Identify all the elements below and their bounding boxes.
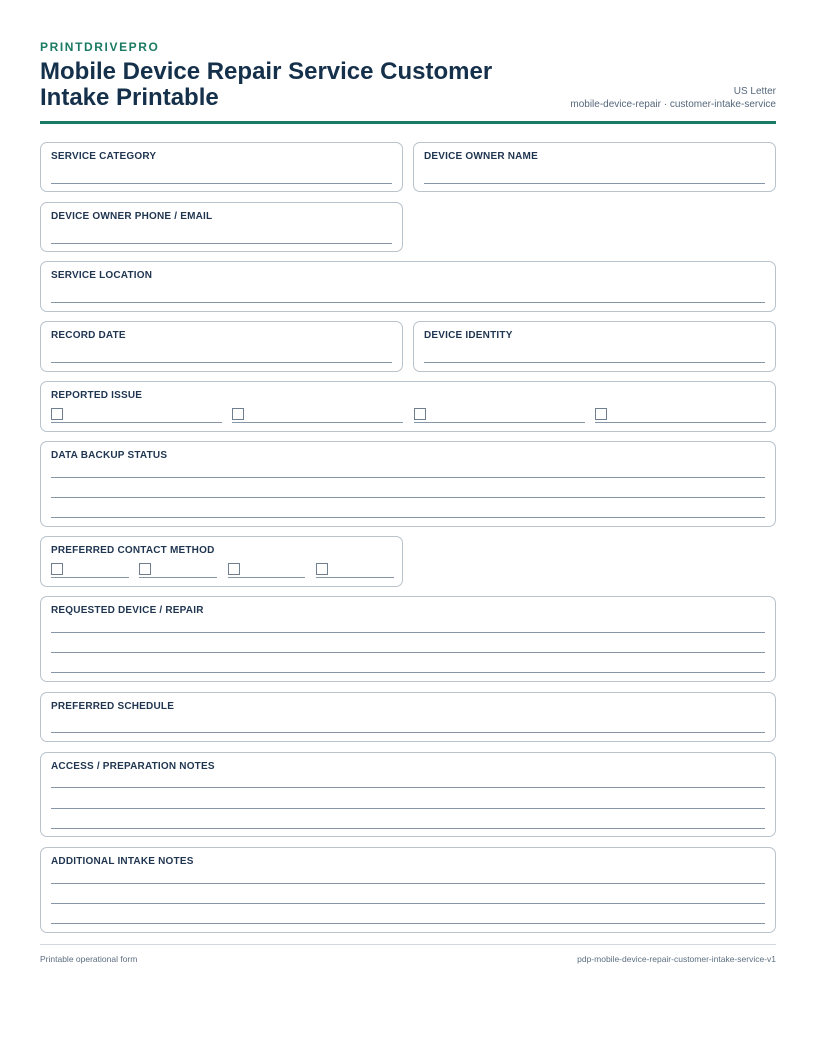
write-line[interactable] — [51, 652, 765, 653]
brand-name: PRINTDRIVEPRO — [40, 40, 160, 54]
field-label: REPORTED ISSUE — [51, 390, 143, 401]
checkbox[interactable] — [51, 408, 63, 420]
field-additional-intake-notes — [40, 847, 776, 933]
field-label: SERVICE LOCATION — [51, 270, 153, 281]
field-label: PREFERRED CONTACT METHOD — [51, 545, 215, 556]
header-rule — [40, 121, 776, 124]
write-line[interactable] — [51, 732, 765, 733]
field-preferred-schedule — [40, 692, 776, 742]
field-label: PREFERRED SCHEDULE — [51, 701, 175, 712]
field-label: ADDITIONAL INTAKE NOTES — [51, 856, 194, 867]
footer-rule — [40, 944, 776, 945]
checkbox[interactable] — [414, 408, 426, 420]
field-label: DEVICE IDENTITY — [424, 330, 513, 341]
write-line[interactable] — [51, 903, 765, 904]
field-label: DEVICE OWNER NAME — [424, 151, 538, 162]
field-preferred-contact-method — [40, 536, 403, 587]
issue-option[interactable] — [51, 407, 222, 423]
checkbox[interactable] — [228, 563, 240, 575]
write-line[interactable] — [424, 362, 765, 363]
write-line[interactable] — [51, 787, 765, 788]
field-label: DATA BACKUP STATUS — [51, 450, 168, 461]
contact-option[interactable] — [51, 562, 129, 578]
field-label: RECORD DATE — [51, 330, 126, 341]
issue-option[interactable] — [414, 407, 585, 423]
field-record-date — [40, 321, 403, 372]
write-line[interactable] — [51, 632, 765, 633]
field-device-owner-contact — [40, 202, 403, 252]
write-line — [51, 577, 129, 578]
footer-left: Printable operational form — [40, 954, 138, 964]
field-access-preparation-notes — [40, 752, 776, 837]
write-line[interactable] — [51, 497, 765, 498]
footer-form-id: pdp-mobile-device-repair-customer-intake-service-v1 — [577, 954, 776, 964]
field-service-category — [40, 142, 403, 192]
form-slug: mobile-device-repair · customer-intake-service — [570, 99, 776, 110]
field-service-location — [40, 261, 776, 312]
write-line — [228, 577, 305, 578]
write-line[interactable] — [51, 243, 392, 244]
field-device-identity — [413, 321, 776, 372]
write-line — [595, 422, 766, 423]
field-label: ACCESS / PREPARATION NOTES — [51, 761, 215, 772]
field-requested-device-repair — [40, 596, 776, 682]
write-line — [316, 577, 394, 578]
write-line[interactable] — [51, 923, 765, 924]
form-meta — [570, 85, 776, 111]
contact-option[interactable] — [316, 562, 394, 578]
write-line — [139, 577, 217, 578]
checkbox[interactable] — [51, 563, 63, 575]
page-title: Mobile Device Repair Service Customer Intake Printable — [40, 58, 493, 111]
write-line[interactable] — [51, 672, 765, 673]
contact-option[interactable] — [139, 562, 217, 578]
write-line[interactable] — [51, 477, 765, 478]
field-label: DEVICE OWNER PHONE / EMAIL — [51, 211, 213, 222]
write-line — [414, 422, 585, 423]
field-label: SERVICE CATEGORY — [51, 151, 157, 162]
paper-size: US Letter — [733, 86, 776, 97]
checkbox[interactable] — [595, 408, 607, 420]
write-line[interactable] — [51, 362, 392, 363]
field-data-backup-status — [40, 441, 776, 527]
write-line[interactable] — [51, 183, 392, 184]
contact-option[interactable] — [228, 562, 305, 578]
write-line[interactable] — [51, 517, 765, 518]
checkbox[interactable] — [139, 563, 151, 575]
checkbox[interactable] — [232, 408, 244, 420]
field-label: REQUESTED DEVICE / REPAIR — [51, 605, 204, 616]
write-line[interactable] — [51, 883, 765, 884]
write-line[interactable] — [51, 808, 765, 809]
write-line — [51, 422, 222, 423]
write-line[interactable] — [51, 828, 765, 829]
write-line — [232, 422, 403, 423]
checkbox[interactable] — [316, 563, 328, 575]
field-device-owner-name — [413, 142, 776, 192]
issue-option[interactable] — [232, 407, 403, 423]
field-reported-issue — [40, 381, 776, 432]
write-line[interactable] — [51, 302, 765, 303]
issue-option[interactable] — [595, 407, 766, 423]
write-line[interactable] — [424, 183, 765, 184]
